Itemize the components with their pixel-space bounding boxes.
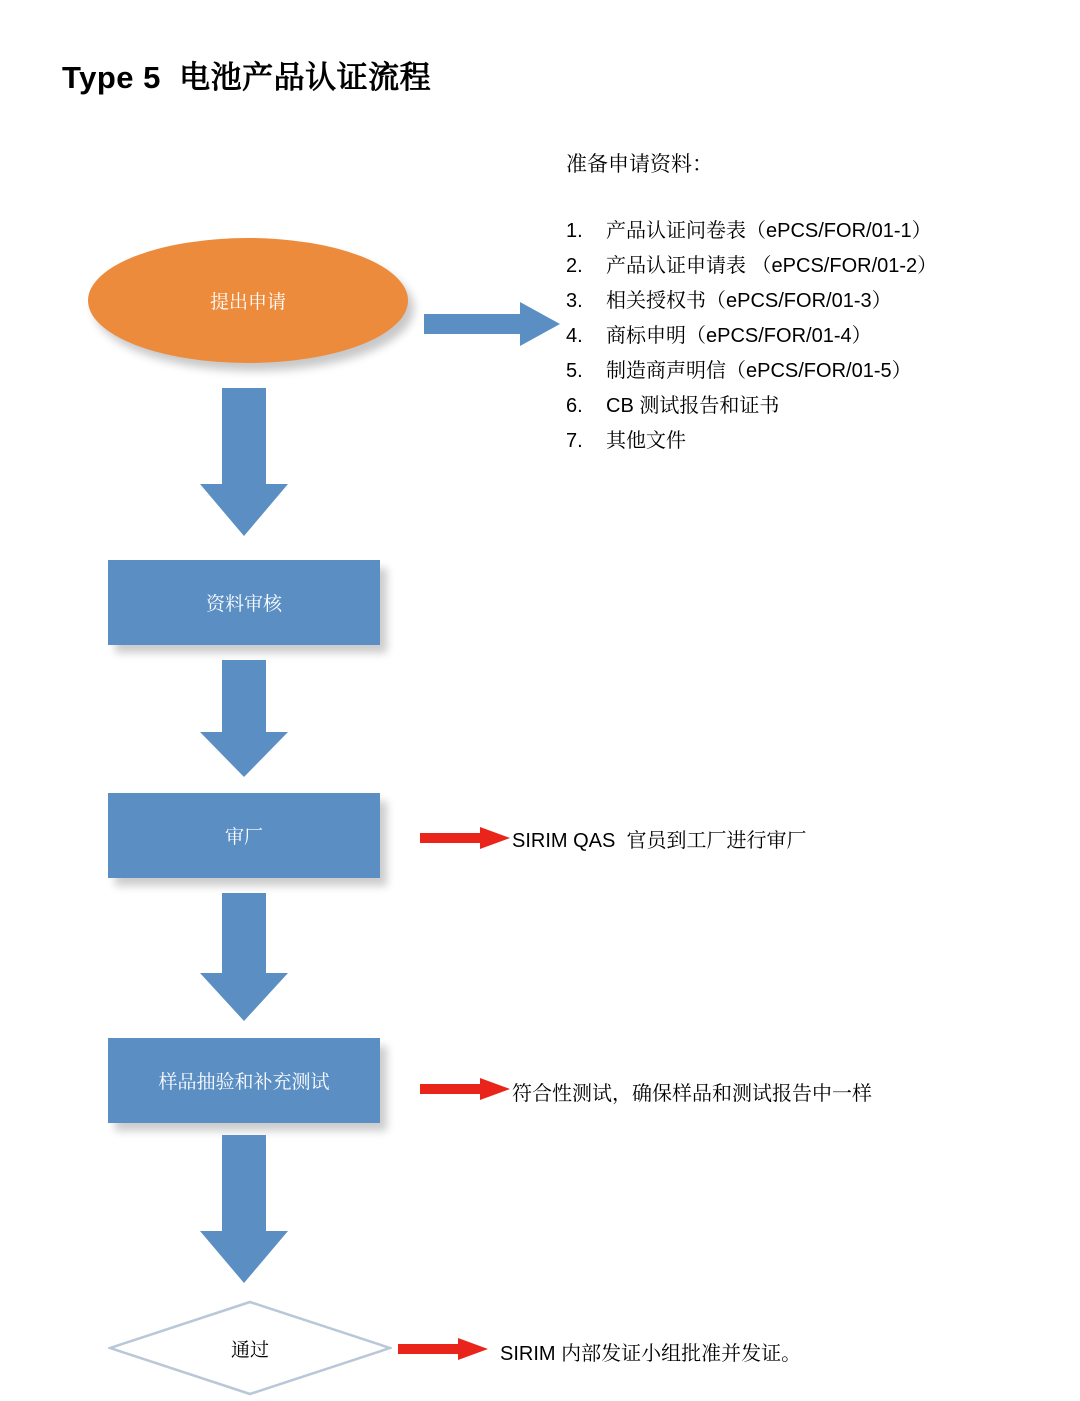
flow-node-review — [108, 560, 380, 645]
arrow-down-icon — [196, 893, 292, 1025]
flow-node-audit — [108, 793, 380, 878]
documents-panel — [566, 148, 1036, 459]
list-item-number: 1. — [566, 220, 583, 242]
flow-node-start-label: 提出申请 — [209, 292, 286, 313]
annotation-text-audit: SIRIM QAS 官员到工厂进行审厂 — [512, 830, 807, 852]
flow-node-review-label: 资料审核 — [205, 594, 282, 615]
flow-node-start — [88, 238, 408, 363]
flow-node-pass — [108, 1300, 392, 1396]
list-item-number: 7. — [566, 430, 583, 452]
list-item-label: CB 测试报告和证书 — [606, 395, 780, 417]
list-item — [566, 319, 1036, 354]
list-item — [566, 424, 1036, 459]
annotation-arrow-pass — [398, 1338, 490, 1360]
connector-arrow-down — [196, 388, 292, 540]
flow-node-sample — [108, 1038, 380, 1123]
connector-arrow-down — [196, 1135, 292, 1287]
arrow-down-icon — [196, 1135, 292, 1287]
list-item-label: 商标申明（ePCS/FOR/01-4） — [606, 325, 872, 347]
annotation-text-pass: SIRIM 内部发证小组批准并发证。 — [500, 1343, 802, 1365]
annotation-arrow-audit — [420, 827, 512, 849]
arrow-right-icon — [420, 827, 512, 849]
flow-node-audit-label: 审厂 — [224, 827, 263, 848]
list-item-label: 产品认证申请表 （ePCS/FOR/01-2） — [606, 255, 938, 277]
list-item — [566, 284, 1036, 319]
list-item-number: 4. — [566, 325, 583, 347]
list-item — [566, 354, 1036, 389]
flow-node-sample-label: 样品抽验和补充测试 — [158, 1072, 330, 1093]
list-item-number: 2. — [566, 255, 583, 277]
list-item — [566, 214, 1036, 249]
list-item-label: 产品认证问卷表（ePCS/FOR/01-1） — [606, 220, 932, 242]
list-item — [566, 389, 1036, 424]
annotation-arrow-sample — [420, 1078, 512, 1100]
annotation-text-sample: 符合性测试，确保样品和测试报告中一样 — [512, 1083, 872, 1105]
arrow-right-icon — [398, 1338, 490, 1360]
list-item-number: 5. — [566, 360, 583, 382]
page-title: Type 5 电池产品认证流程 — [62, 60, 432, 95]
list-item-number: 6. — [566, 395, 583, 417]
arrow-right-icon — [424, 302, 564, 360]
flow-node-pass-label: 通过 — [230, 1339, 269, 1361]
documents-list — [566, 214, 1036, 459]
list-item-label: 制造商声明信（ePCS/FOR/01-5） — [606, 360, 912, 382]
arrow-down-icon — [196, 660, 292, 780]
list-item-number: 3. — [566, 290, 583, 312]
list-item-label: 其他文件 — [606, 430, 686, 452]
arrow-right-icon — [420, 1078, 512, 1100]
connector-arrow-down — [196, 660, 292, 780]
connector-arrow-right — [424, 302, 564, 360]
list-item — [566, 249, 1036, 284]
arrow-down-icon — [196, 388, 292, 540]
documents-heading: 准备申请资料： — [566, 153, 713, 176]
list-item-label: 相关授权书（ePCS/FOR/01-3） — [606, 290, 892, 312]
connector-arrow-down — [196, 893, 292, 1025]
